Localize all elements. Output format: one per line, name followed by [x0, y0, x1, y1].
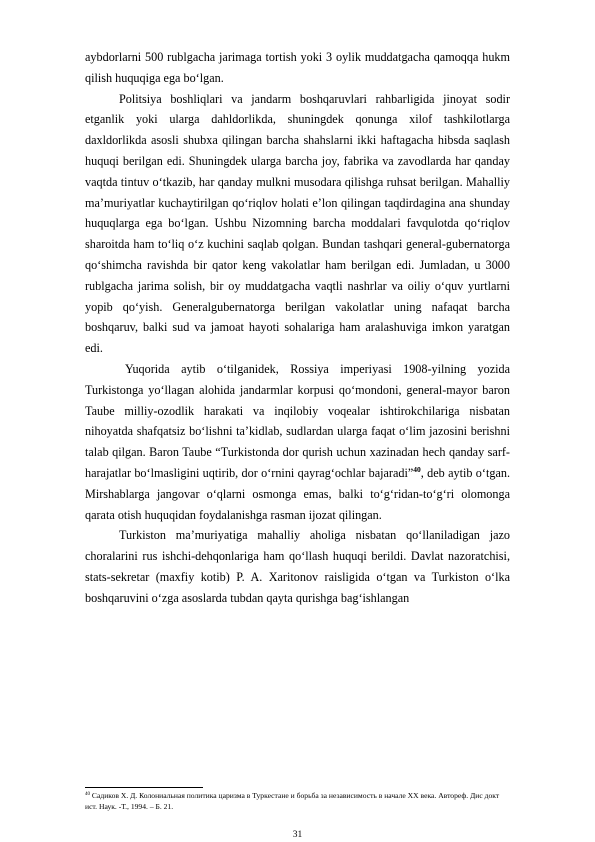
footnote-separator: [85, 787, 203, 788]
quote-paragraph-after: , deb aytib o‘tgan. Mirshablarga jangovar o‘qlarni osmonga emas, balki to‘g‘ridan-to‘g‘ri olomonga qarata otish huquqidan foydalanishga rasman ijozat qilingan.: [85, 465, 510, 522]
page-number: 31: [292, 830, 303, 840]
footnote-reference: 40: [413, 464, 421, 474]
quote-paragraph-before: Yuqorida aytib o‘tilganidek, Rossiya imperiyasi 1908-yilning yozida Turkistonga yo‘llagan alohida jandarmlar korpusi qo‘mondoni, general-mayor baron Taube milliy-ozodlik harakati va inqilobiy voqealar ishtirokchilariga nisbatan nihoyatda shafqatsiz bo‘lishni ta’kidlab, sudlardan ularga faqat o‘lim jazosini berishni talab qilgan. Baron Taube “Turkistonda dor qurish uchun xazinadan hech qanday sarf-harajatlar bo‘lmasligini uqtirib, dor o‘rnini qayrag‘ochlar bajaradi”: [85, 361, 510, 480]
paragraph-police-powers: Politsiya boshliqlari va jandarm boshqaruvlari rahbarligida jinoyat sodir etganlik yoki ularga dahldorlikda, shuningdek qonunga xilof tashkilotlarga daxldorlikda asosli shubxa qilingan barcha shahslarni ikki haftagacha hibsda saqlash huquqi berilgan edi. Shuningdek ularga barcha joy, fabrika va zavodlarda har qanday vaqtda tintuv o‘tkazib, har qanday mulkni musodara qilishga ruhsat berilgan. Mahalliy ma’muriyatlar kuchaytirilgan qo‘riqlov holati e’lon qilingan taqdirdagina ana shunday huquqlarga ega bo‘lgan. Ushbu Nizomning barcha moddalari favqulotda qo‘riqlov sharoitda ham to‘liq o‘z kuchini saqlab qolgan. Bundan tashqari general-gubernatorga qo‘shimcha ravishda bir qator keng vakolatlar ham berilgan edi. Jumladan, u 3000 rublgacha jarima solish, bir oy muddatgacha vaqtli nashrlar va oiliy o‘quv yurtlarni yopib qo‘yish. Generalgubernatorga berilgan vakolatlar uning nafaqat barcha boshqaruv, balki sud va jamoat hayoti sohalariga ham aralashuviga imkon yaratgan edi.: [85, 91, 510, 356]
paragraph-administration: Turkiston ma’muriyatiga mahalliy aholiga nisbatan qo‘llaniladigan jazo choralarini rus ishchi-dehqonlariga ham qo‘llash huquqi berildi. Davlat nazoratchisi, stats-sekretar (maxfiy kotib) P. A. Xaritonov raisligida o‘tgan va Turkiston o‘lka boshqaruvini o‘zga asoslarda tubdan qayta qurishga bag‘ishlangan: [85, 528, 510, 605]
footnote-number: 40: [85, 792, 90, 797]
footnote-text: Садиков Х. Д. Колониальная политика царизма в Туркестане и борьба за независимость в начале ХХ века. Автореф. Дис докт ист. Наук. -Т., 1994. – Б. 21.: [85, 791, 500, 811]
paragraph-baron-taube: [85, 359, 510, 525]
body-text: [85, 47, 510, 609]
paragraph-continuation: aybdorlarni 500 rublgacha jarimaga tortish yoki 3 oylik muddatgacha qamoqqa hukm qilish huquqiga ega bo‘lgan.: [85, 50, 510, 85]
footnote: [85, 791, 510, 813]
